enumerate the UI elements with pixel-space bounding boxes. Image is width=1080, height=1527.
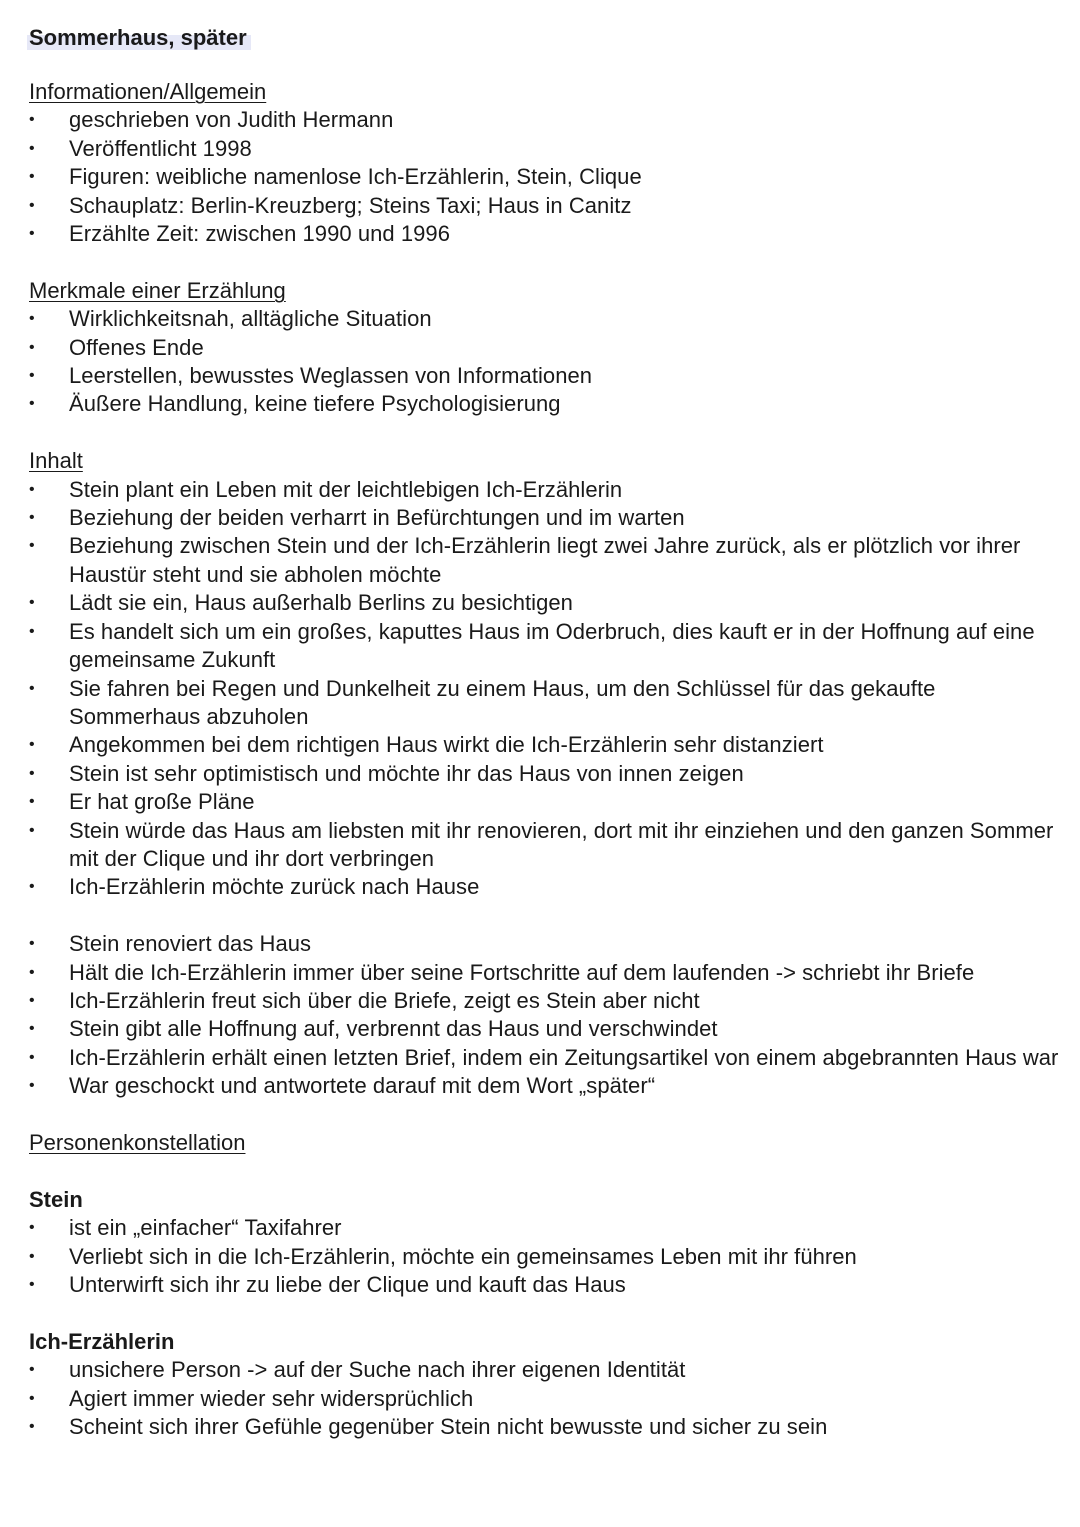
section-heading-inhalt: Inhalt (29, 448, 83, 474)
bullet-icon: • (29, 935, 35, 953)
list-item-text: Beziehung der beiden verharrt in Befürchtungen und im warten (69, 505, 685, 531)
list-item (29, 1356, 1059, 1384)
bullet-icon: • (29, 622, 35, 640)
list-item (29, 1214, 1059, 1242)
list-item (29, 1243, 1059, 1271)
list-item (29, 135, 1059, 163)
bullet-icon: • (29, 338, 35, 356)
bullet-icon: • (29, 537, 35, 555)
list-item-text: Unterwirft sich ihr zu liebe der Clique und kauft das Haus (69, 1271, 626, 1297)
document-page (29, 22, 1059, 1441)
list-item (29, 1072, 1059, 1100)
bullet-icon: • (29, 1418, 35, 1435)
list-item-text: Stein plant ein Leben mit der leichtlebigen Ich-Erzählerin (69, 476, 623, 502)
list-item (29, 390, 1059, 418)
bullet-icon: • (29, 793, 35, 811)
bullet-icon: • (29, 1275, 35, 1293)
spacer (29, 902, 1059, 930)
list-item-text: Ich-Erzählerin freut sich über die Briefe, zeigt es Stein aber nicht (69, 987, 700, 1013)
list-item (29, 532, 1059, 589)
list-item (29, 987, 1059, 1015)
inhalt-list (29, 476, 1059, 902)
info-list (29, 106, 1059, 248)
spacer (29, 419, 1059, 447)
bullet-icon: • (29, 168, 35, 186)
list-item (29, 334, 1059, 362)
list-item-text: Stein gibt alle Hoffnung auf, verbrennt das Haus und verschwindet (69, 1016, 718, 1042)
section-heading-personen: Personenkonstellation (29, 1129, 246, 1155)
inhalt-list-continued (29, 930, 1059, 1100)
list-item-text: Lädt sie ein, Haus außerhalb Berlins zu besichtigen (69, 590, 573, 616)
bullet-icon: • (29, 1048, 35, 1066)
list-item (29, 1385, 1059, 1413)
list-item (29, 788, 1059, 816)
list-item-text: Angekommen bei dem richtigen Haus wirkt die Ich-Erzählerin sehr distanziert (69, 732, 824, 758)
list-item (29, 1044, 1059, 1072)
spacer (29, 1101, 1059, 1129)
bullet-icon: • (29, 310, 35, 328)
character-heading-stein: Stein (29, 1186, 83, 1212)
list-item-text: Ich-Erzählerin möchte zurück nach Hause (69, 874, 480, 900)
list-item-text: Es handelt sich um ein großes, kaputtes Haus im Oderbruch, dies kauft er in der Hoffnung auf eine gemeinsame Zukunft (69, 618, 1035, 673)
list-item-text: Äußere Handlung, keine tiefere Psychologisierung (69, 391, 561, 417)
bullet-icon: • (29, 1077, 35, 1095)
list-item-text: War geschockt und antwortete darauf mit dem Wort „später“ (69, 1073, 656, 1099)
list-item-text: Hält die Ich-Erzählerin immer über seine Fortschritte auf dem laufenden -> schriebt ihr Briefe (69, 959, 975, 985)
list-item (29, 1271, 1059, 1299)
spacer (29, 54, 1059, 78)
list-item (29, 106, 1059, 134)
list-item (29, 1413, 1059, 1441)
list-item-text: Offenes Ende (69, 334, 204, 360)
list-item-text: Stein renoviert das Haus (69, 931, 312, 957)
list-item (29, 192, 1059, 220)
list-item-text: Stein würde das Haus am liebsten mit ihr renovieren, dort mit ihr einziehen und den ganzen Sommer mit der Clique und ihr dort verbringen (69, 817, 1054, 871)
bullet-icon: • (29, 509, 35, 527)
document-title: Sommerhaus, später (27, 22, 251, 54)
bullet-icon: • (29, 679, 35, 697)
merkmale-list (29, 305, 1059, 419)
bullet-icon: • (29, 878, 35, 896)
list-item (29, 504, 1059, 532)
list-item-text: unsichere Person -> auf der Suche nach ihrer eigenen Identität (69, 1357, 686, 1383)
list-item-text: Stein ist sehr optimistisch und möchte ihr das Haus von innen zeigen (69, 760, 744, 786)
bullet-icon: • (29, 594, 35, 612)
list-item (29, 618, 1059, 675)
list-item (29, 1015, 1059, 1043)
list-item-text: Veröffentlicht 1998 (69, 135, 252, 161)
list-item (29, 220, 1059, 248)
list-item (29, 873, 1059, 901)
list-item-text: Schauplatz: Berlin-Kreuzberg; Steins Taxi; Haus in Canitz (69, 192, 632, 218)
list-item (29, 817, 1059, 874)
list-item (29, 305, 1059, 333)
list-item (29, 476, 1059, 504)
character-heading-erzaehlerin: Ich-Erzählerin (29, 1328, 175, 1354)
section-heading-merkmale: Merkmale einer Erzählung (29, 277, 286, 303)
list-item-text: Figuren: weibliche namenlose Ich-Erzählerin, Stein, Clique (69, 164, 642, 190)
list-item (29, 731, 1059, 759)
bullet-icon: • (29, 111, 35, 129)
list-item-text: ist ein „einfacher“ Taxifahrer (69, 1215, 342, 1241)
stein-list (29, 1214, 1059, 1299)
section-heading-info: Informationen/Allgemein (29, 79, 267, 104)
bullet-icon: • (29, 821, 35, 839)
list-item (29, 362, 1059, 390)
list-item-text: Wirklichkeitsnah, alltägliche Situation (69, 306, 432, 332)
bullet-icon: • (29, 1247, 35, 1265)
list-item (29, 675, 1059, 732)
erzaehlerin-list (29, 1356, 1059, 1441)
list-item (29, 589, 1059, 617)
bullet-icon: • (29, 764, 35, 782)
bullet-icon: • (29, 1020, 35, 1038)
list-item (29, 959, 1059, 987)
bullet-icon: • (29, 480, 35, 498)
list-item-text: Sie fahren bei Regen und Dunkelheit zu einem Haus, um den Schlüssel für das gekaufte Sommerhaus abzuholen (69, 675, 936, 729)
bullet-icon: • (29, 736, 35, 754)
list-item-text: Leerstellen, bewusstes Weglassen von Informationen (69, 363, 593, 389)
list-item-text: Erzählte Zeit: zwischen 1990 und 1996 (69, 221, 450, 247)
list-item-text: Ich-Erzählerin erhält einen letzten Brief, indem ein Zeitungsartikel von einem abgebrannten Haus war (69, 1044, 1059, 1070)
bullet-icon: • (29, 1219, 35, 1237)
list-item (29, 760, 1059, 788)
list-item (29, 163, 1059, 191)
bullet-icon: • (29, 1361, 35, 1379)
list-item-text: Verliebt sich in die Ich-Erzählerin, möchte ein gemeinsames Leben mit ihr führen (69, 1243, 857, 1269)
spacer (29, 1157, 1059, 1185)
list-item-text: Er hat große Pläne (69, 789, 255, 815)
bullet-icon: • (29, 225, 35, 243)
list-item-text: Scheint sich ihrer Gefühle gegenüber Stein nicht bewusste und sicher zu sein (69, 1414, 828, 1439)
bullet-icon: • (29, 1389, 35, 1407)
bullet-icon: • (29, 395, 35, 413)
list-item-text: geschrieben von Judith Hermann (69, 107, 394, 133)
list-item-text: Agiert immer wieder sehr widersprüchlich (69, 1385, 474, 1411)
bullet-icon: • (29, 196, 35, 214)
spacer (29, 1299, 1059, 1327)
list-item (29, 930, 1059, 958)
list-item-text: Beziehung zwischen Stein und der Ich-Erzählerin liegt zwei Jahre zurück, als er plötzlich vor ihrer Haustür steht und sie abholen möchte (69, 533, 1021, 587)
bullet-icon: • (29, 367, 35, 385)
bullet-icon: • (29, 139, 35, 157)
bullet-icon: • (29, 963, 35, 981)
spacer (29, 248, 1059, 276)
bullet-icon: • (29, 991, 35, 1009)
